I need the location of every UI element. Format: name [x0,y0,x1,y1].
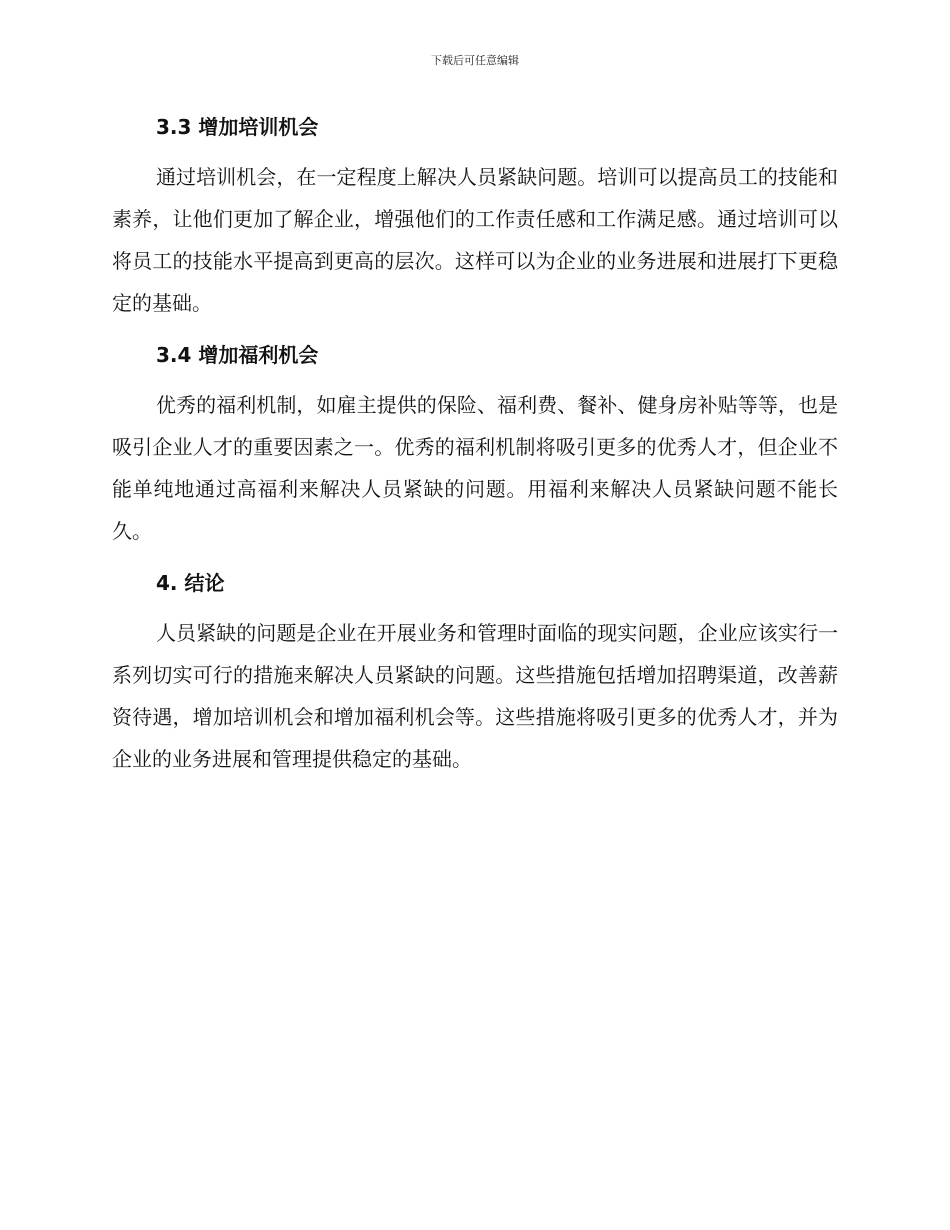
section-heading: 4. 结论 [156,571,225,595]
section-heading: 3.3 增加培训机会 [156,115,319,139]
section-paragraph: 人员紧缺的问题是企业在开展业务和管理时面临的现实问题，企业应该实行一系列切实可行的措施来解决人员紧缺的问题。这些措施包括增加招聘渠道，改善薪资待遇，增加培训机会和增加福利机会等。这些措施将吸引更多的优秀人才，并为企业的业务进展和管理提供稳定的基础。 [112,621,838,771]
section-paragraph: 优秀的福利机制，如雇主提供的保险、福利费、餐补、健身房补贴等等，也是吸引企业人才的重要因素之一。优秀的福利机制将吸引更多的优秀人才，但企业不能单纯地通过高福利来解决人员紧缺的问题。用福利来解决人员紧缺问题不能长久。 [112,393,838,543]
section-training [112,110,838,324]
document-body [112,110,838,780]
section-conclusion [112,566,838,780]
section-heading: 3.4 增加福利机会 [156,343,319,367]
section-welfare [112,338,838,552]
page-header-note: 下载后可任意编辑 [431,54,519,67]
section-paragraph: 通过培训机会，在一定程度上解决人员紧缺问题。培训可以提高员工的技能和素养，让他们更加了解企业，增强他们的工作责任感和工作满足感。通过培训可以将员工的技能水平提高到更高的层次。这样可以为企业的业务进展和进展打下更稳定的基础。 [112,165,838,315]
